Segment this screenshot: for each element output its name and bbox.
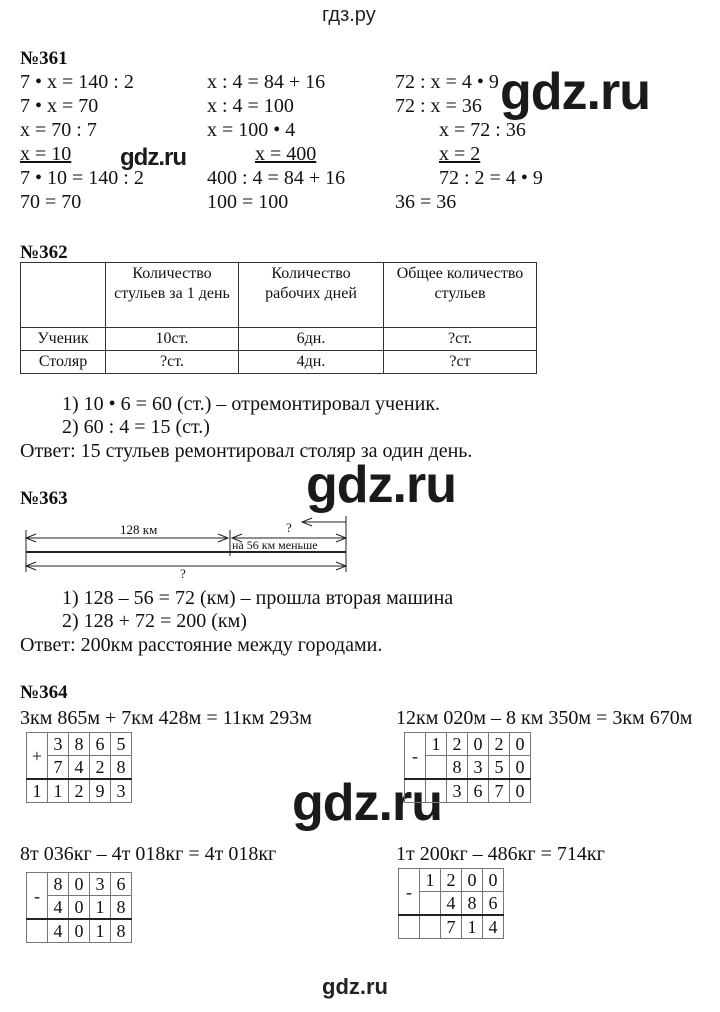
grid-cell: 0	[69, 919, 90, 943]
grid-cell: 4	[483, 915, 504, 939]
grid-cell: 3	[447, 779, 468, 803]
watermark: gdz.ru	[120, 144, 186, 171]
grid-cell: 4	[69, 756, 90, 780]
table-header-cell	[21, 263, 106, 328]
grid-row	[27, 733, 132, 756]
grid-cell: 1	[90, 896, 111, 920]
equation: 1т 200кг – 486кг = 714кг	[396, 843, 605, 865]
site-footer: gdz.ru	[322, 974, 388, 999]
eq-result: x = 10	[20, 143, 72, 165]
grid-cell: 8	[111, 896, 132, 920]
eq-check: 70 = 70	[20, 191, 82, 213]
grid-row	[399, 915, 504, 939]
eq-line: 7 • x = 140 : 2	[20, 71, 134, 93]
grid-cell: 6	[483, 892, 504, 916]
eq-line: x = 72 : 36	[439, 119, 526, 141]
second-distance-label: ?	[286, 520, 292, 535]
eq-check: 72 : 2 = 4 • 9	[439, 167, 543, 189]
grid-cell: 5	[489, 756, 510, 780]
first-distance-label: 128 км	[120, 522, 158, 537]
table-cell: ?ст	[384, 351, 537, 374]
grid-cell	[426, 779, 447, 803]
grid-cell	[420, 915, 441, 939]
table-cell: Ученик	[21, 328, 106, 351]
grid-cell: 4	[48, 919, 69, 943]
grid-cell: 7	[48, 756, 69, 780]
column-subtraction-grid	[26, 872, 132, 943]
grid-row	[399, 869, 504, 892]
grid-cell: 1	[462, 915, 483, 939]
site-header: гдз.ру	[322, 4, 376, 26]
eq-line: x : 4 = 84 + 16	[207, 71, 326, 93]
grid-cell: 2	[90, 756, 111, 780]
grid-cell: 4	[441, 892, 462, 916]
eq-line: 7 • x = 70	[20, 95, 99, 117]
grid-row	[27, 779, 132, 803]
column-addition-grid	[26, 732, 132, 803]
grid-cell: 9	[90, 779, 111, 803]
grid-cell: 0	[510, 756, 531, 780]
table-cell: 10ст.	[106, 328, 239, 351]
grid-cell: 6	[90, 733, 111, 756]
grid-cell: 6	[468, 779, 489, 803]
eq-line: 72 : x = 36	[395, 95, 482, 117]
grid-cell	[27, 919, 48, 943]
grid-cell	[405, 779, 426, 803]
grid-cell: 0	[69, 896, 90, 920]
table-cell: Столяр	[21, 351, 106, 374]
grid-cell: 2	[441, 869, 462, 892]
grid-cell: 8	[447, 756, 468, 780]
grid-cell: 2	[447, 733, 468, 756]
equation: 12км 020м – 8 км 350м = 3км 670м	[396, 707, 693, 729]
watermark: gdz.ru	[500, 63, 650, 121]
solution-step: 1) 128 – 56 = 72 (км) – прошла вторая машина	[62, 587, 454, 609]
grid-cell: 1	[90, 919, 111, 943]
eq-result: x = 400	[255, 143, 317, 165]
watermark: gdz.ru	[306, 456, 456, 514]
grid-cell: 8	[111, 756, 132, 780]
problem-363-title: №363	[20, 488, 68, 509]
eq-check: 7 • 10 = 140 : 2	[20, 167, 144, 189]
table-cell: ?ст.	[384, 328, 537, 351]
grid-cell	[426, 756, 447, 780]
grid-cell: 5	[111, 733, 132, 756]
grid-cell: 3	[90, 873, 111, 896]
grid-cell: 0	[510, 779, 531, 803]
grid-cell	[399, 915, 420, 939]
problem-361-col1	[20, 70, 144, 214]
problem-362-title: №362	[20, 242, 68, 263]
answer-text: Ответ: 200км расстояние между городами.	[20, 634, 383, 656]
grid-cell: 3	[468, 756, 489, 780]
watermark: gdz.ru	[292, 774, 442, 832]
grid-cell: 0	[468, 733, 489, 756]
column-subtraction-grid	[404, 732, 531, 803]
grid-cell: 7	[489, 779, 510, 803]
solution-step: 2) 60 : 4 = 15 (ст.)	[62, 416, 210, 438]
grid-cell: 0	[69, 873, 90, 896]
grid-row	[27, 919, 132, 943]
grid-cell: 6	[111, 873, 132, 896]
grid-row	[405, 733, 531, 756]
eq-check: 400 : 4 = 84 + 16	[207, 167, 346, 189]
grid-cell: 1	[420, 869, 441, 892]
grid-cell: 8	[48, 873, 69, 896]
table-row	[21, 328, 537, 351]
table-header-cell: Количество стульев за 1 день	[106, 263, 239, 328]
grid-row	[27, 873, 132, 896]
total-distance-label: ?	[180, 566, 186, 580]
eq-line: x = 100 • 4	[207, 119, 296, 141]
grid-row	[405, 779, 531, 803]
grid-cell	[420, 892, 441, 916]
grid-cell: 3	[48, 733, 69, 756]
solution-step: 1) 10 • 6 = 60 (ст.) – отремонтировал ученик.	[62, 393, 441, 415]
difference-label: на 56 км меньше	[232, 538, 318, 552]
chairs-table	[20, 262, 537, 374]
operation-sign: -	[399, 869, 420, 916]
problem-364-title: №364	[20, 682, 68, 703]
table-row	[21, 351, 537, 374]
grid-cell: 0	[462, 869, 483, 892]
grid-cell: 7	[441, 915, 462, 939]
eq-line: x = 70 : 7	[20, 119, 97, 141]
grid-cell: 1	[27, 779, 48, 803]
problem-361-col3	[395, 70, 543, 214]
table-header-cell: Общее количество стульев	[384, 263, 537, 328]
table-cell: 4дн.	[239, 351, 384, 374]
grid-cell: 8	[111, 919, 132, 943]
answer-text: Ответ: 15 стульев ремонтировал столяр за один день.	[20, 440, 473, 462]
table-cell: ?ст.	[106, 351, 239, 374]
table-cell: 6дн.	[239, 328, 384, 351]
operation-sign: -	[405, 733, 426, 780]
operation-sign: -	[27, 873, 48, 920]
grid-cell: 0	[483, 869, 504, 892]
grid-cell: 1	[426, 733, 447, 756]
grid-cell: 8	[69, 733, 90, 756]
eq-result: x = 2	[439, 143, 481, 165]
column-subtraction-grid	[398, 868, 504, 939]
eq-check: 100 = 100	[207, 191, 289, 213]
grid-cell: 8	[462, 892, 483, 916]
table-header-cell: Количество рабочих дней	[239, 263, 384, 328]
equation: 8т 036кг – 4т 018кг = 4т 018кг	[20, 843, 277, 865]
grid-cell: 1	[48, 779, 69, 803]
grid-cell: 4	[48, 896, 69, 920]
grid-cell: 3	[111, 779, 132, 803]
equation: 3км 865м + 7км 428м = 11км 293м	[20, 707, 312, 729]
eq-line: x : 4 = 100	[207, 95, 294, 117]
operation-sign: +	[27, 733, 48, 780]
problem-361-title: №361	[20, 48, 68, 69]
problem-361-col2	[207, 70, 345, 214]
segment-diagram	[20, 512, 352, 580]
grid-cell: 2	[489, 733, 510, 756]
eq-line: 72 : x = 4 • 9	[395, 71, 499, 93]
table-header-row	[21, 263, 537, 328]
grid-cell: 2	[69, 779, 90, 803]
grid-cell: 0	[510, 733, 531, 756]
eq-check: 36 = 36	[395, 191, 457, 213]
solution-step: 2) 128 + 72 = 200 (км)	[62, 610, 247, 632]
